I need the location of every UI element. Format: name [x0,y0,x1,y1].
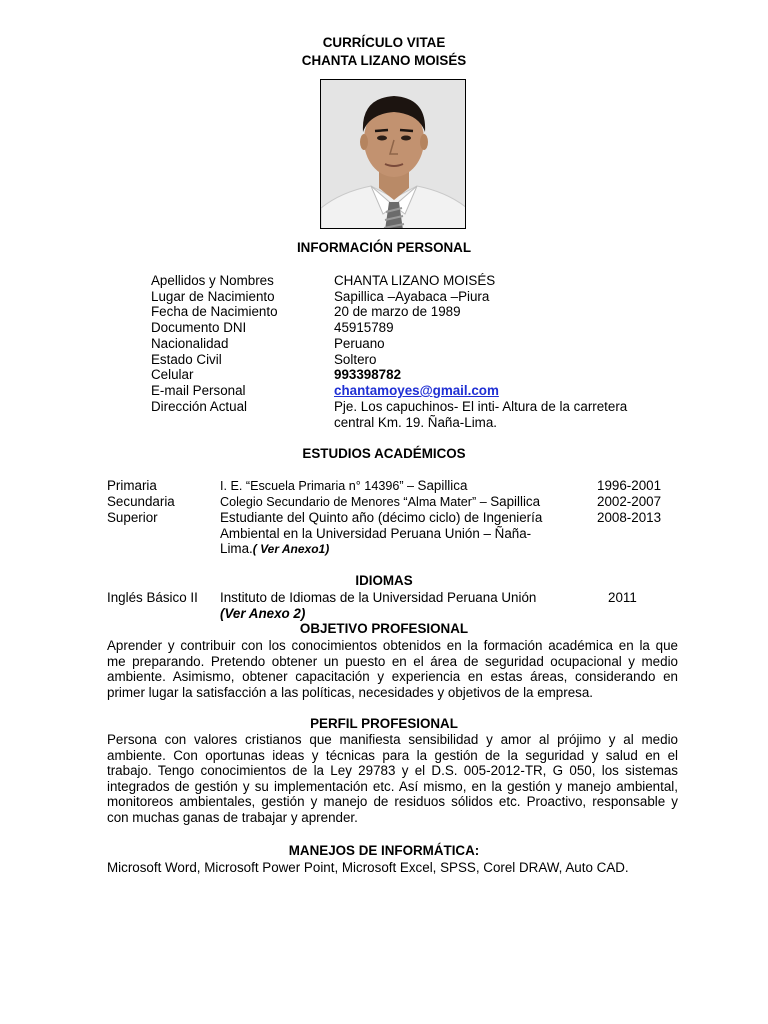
study-school-secondary [220,494,540,509]
computing-skills: Microsoft Word, Microsoft Power Point, Microsoft Excel, SPSS, Corel DRAW, Auto CAD. [107,860,629,875]
profile-line: trabajo. Tengo conocimientos de la Ley 29783 y el D.S. 005-2012-TR, G 050, los sistemas [107,763,678,779]
study-level-primary: Primaria [107,478,157,493]
study-school-higher-line2: Ambiental en la Universidad Peruana Unión – Ñaña- [220,526,532,541]
value-address-line1: Pje. Los capuchinos- El inti- Altura de la carretera [334,399,628,414]
objective-line: Aprender y contribuir con los conocimientos obtenidos en la formación académica en la que [107,638,678,653]
profile-line: monitoreos ambientales, gestión y manejo de residuos sólidos etc. Proactivo, responsable y [107,794,678,810]
study-school-higher-line1: Estudiante del Quinto año (décimo ciclo) de Ingeniería [220,510,543,525]
label-email: E-mail Personal [151,383,246,398]
profile-heading: PERFIL PROFESIONAL [310,716,458,731]
study-school-higher-line3-text: Lima. [220,541,253,556]
language-annex: (Ver Anexo 2) [220,606,306,621]
value-marital-status: Soltero [334,352,377,367]
label-birthplace: Lugar de Nacimiento [151,289,275,304]
label-mobile: Celular [151,367,194,382]
profile-line: Persona con valores cristianos que manifiesta sensibilidad y amor al prójimo y al medio [107,732,678,747]
languages-heading: IDIOMAS [355,573,413,588]
objective-paragraph [107,638,678,700]
study-annex-1: ( Ver Anexo1) [252,542,330,556]
studies-heading: ESTUDIOS ACADÉMICOS [302,446,466,461]
label-birthdate: Fecha de Nacimiento [151,304,278,319]
portrait-illustration [321,80,466,229]
label-marital-status: Estado Civil [151,352,222,367]
study-years-higher: 2008-2013 [597,510,662,525]
study-years-secondary: 2002-2007 [597,494,662,509]
study-years-primary: 1996-2001 [597,478,662,493]
computing-heading: MANEJOS DE INFORMÁTICA: [288,843,480,858]
value-birthdate: 20 de marzo de 1989 [334,304,461,319]
language-level: Inglés Básico II [107,590,198,605]
profile-photo [320,79,466,229]
objective-line: ambiente. Asimismo, obtener capacitación y experiencia en estas áreas, considerando en [107,669,678,685]
label-dni: Documento DNI [151,320,247,335]
document-title: CURRÍCULO VITAE [322,35,446,50]
study-school-secondary-name: Colegio Secundario de Menores “Alma Mater” – [220,495,491,509]
value-mobile: 993398782 [334,367,402,382]
candidate-name: CHANTA LIZANO MOISÉS [301,53,467,68]
value-address-line2: central Km. 19. Ñaña-Lima. [334,415,497,430]
value-full-name: CHANTA LIZANO MOISÉS [334,273,496,288]
study-school-primary-place: Sapillica [417,478,468,493]
profile-line: integrados de gestión y su implementación etc. Así mismo, en la gestión y manejo ambiental, [107,778,678,794]
study-school-primary [220,478,467,493]
value-nationality: Peruano [334,336,385,351]
study-school-secondary-place: Sapillica [490,494,541,509]
label-address: Dirección Actual [151,399,248,414]
value-birthplace: Sapillica –Ayabaca –Piura [334,289,490,304]
profile-paragraph [107,732,678,826]
objective-line: me preparando. Pretendo obtener un puesto en el área de seguridad ocupacional y medio [107,653,678,669]
label-nationality: Nacionalidad [151,336,229,351]
objective-line: primer lugar la satisfacción a las políticas, necesidades y objetivos de la empresa. [107,684,594,700]
profile-line: ambiente. Con oportunas ideas y técnicas para la gestión de la seguridad y salud en el [107,747,678,763]
profile-line: con muchas ganas de trabajar y aprender. [107,809,358,825]
language-institution: Instituto de Idiomas de la Universidad Peruana Unión [220,590,537,605]
objective-heading: OBJETIVO PROFESIONAL [299,621,469,636]
email-link[interactable]: chantamoyes@gmail.com [334,383,499,398]
study-school-primary-name: I. E. “Escuela Primaria n° 14396” – [220,479,418,493]
label-full-name: Apellidos y Nombres [151,273,274,288]
study-level-secondary: Secundaria [107,494,175,509]
personal-info-heading: INFORMACIÓN PERSONAL [296,240,472,255]
language-year: 2011 [608,590,637,605]
value-dni: 45915789 [334,320,394,335]
study-level-higher: Superior [107,510,158,525]
study-school-higher-line3 [220,541,329,556]
